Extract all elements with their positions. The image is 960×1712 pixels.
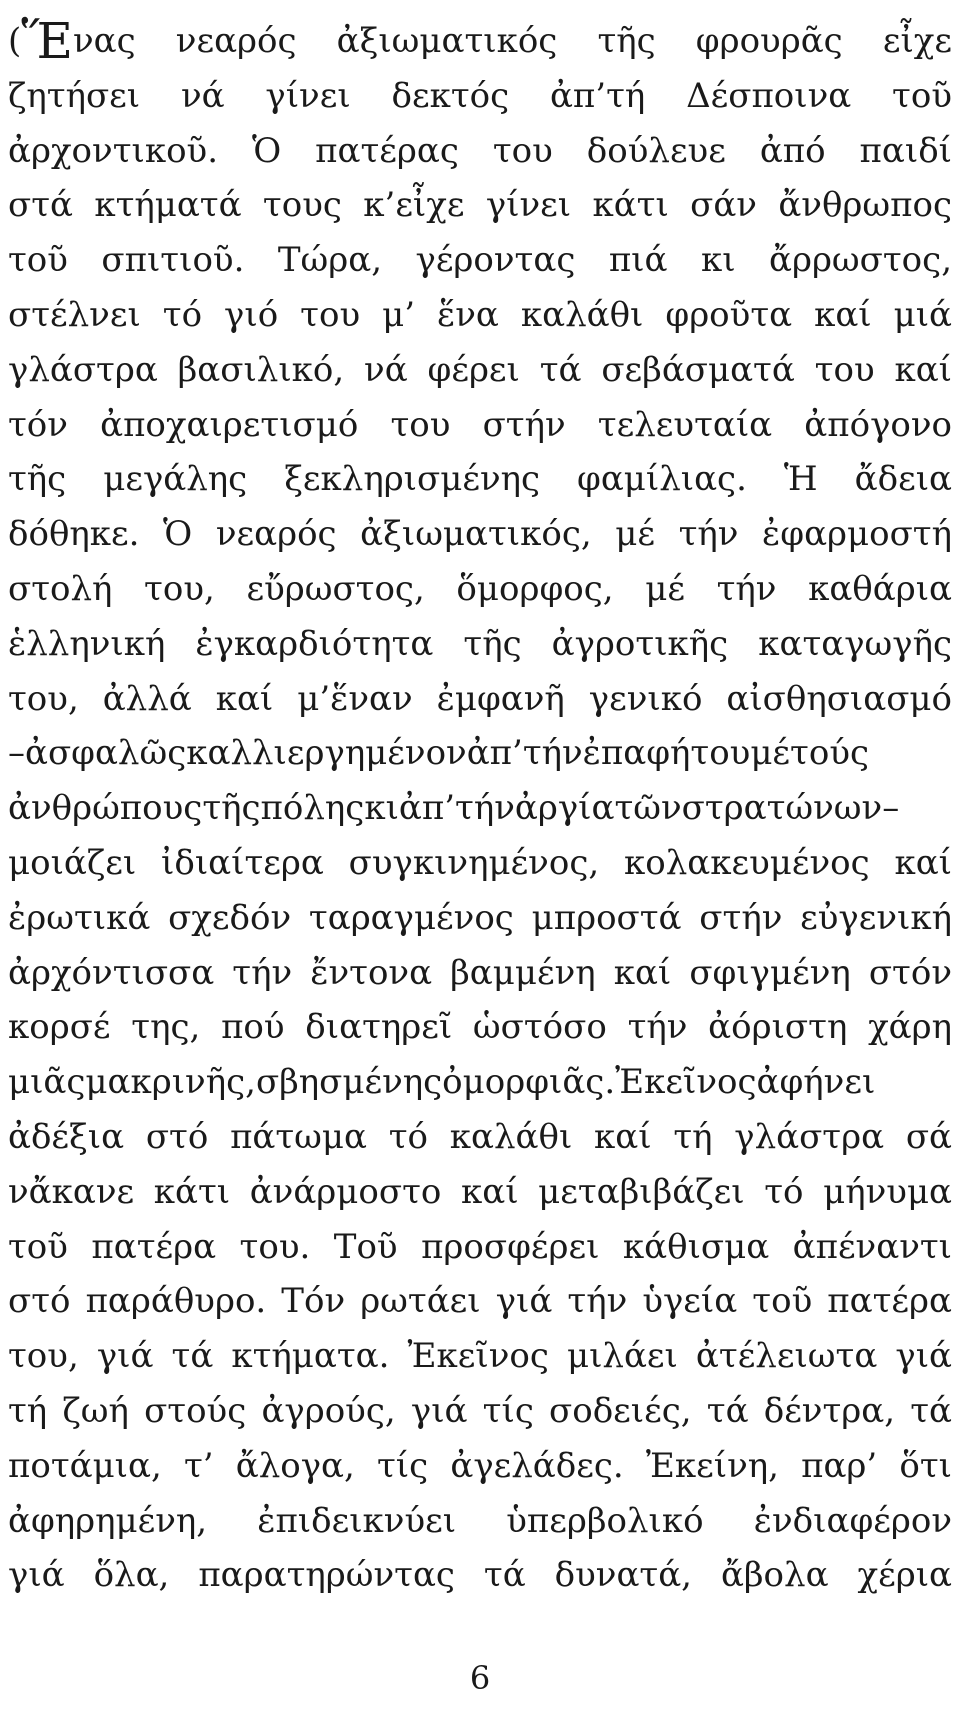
text-line: τῆς μεγάλης ξεκληρισμένης φαμίλιας. Ἡ ἄδεια [8,459,952,500]
text-line: ἀδέξια στό πάτωμα τό καλάθι καί τή γλάστρα σά [8,1116,952,1157]
text-line: ἑλληνική ἐγκαρδιότητα τῆς ἀγροτικῆς καταγωγῆς [8,623,952,664]
text-line: –ἀσφαλῶςκαλλιεργημένονἀπ’τήνἐπαφήτουμέτούς [8,733,870,774]
text-line: ἀρχόντισσα τήν ἔντονα βαμμένη καί σφιγμένη στόν [8,952,952,993]
text-line: του, ἀλλά καί μ’ἕναν ἐμφανῆ γενικό αἰσθησιασμό [8,678,952,719]
text-line: ἀφηρημένη, ἐπιδεικνύει ὑπερβολικό ἐνδιαφέρον [8,1500,952,1541]
page-number: 6 [469,1659,491,1697]
text-line: τοῦ σπιτιοῦ. Τώρα, γέροντας πιά κι ἄρρωστος, [8,240,952,281]
text-line: τόν ἀποχαιρετισμό του στήν τελευταία ἀπόγονο [8,404,952,445]
text-line: ποτάμια, τ’ ἄλογα, τίς ἀγελάδες. Ἐκείνη, παρ’ ὅτι [8,1445,952,1486]
body-text [8,14,952,1603]
text-line: τή ζωή στούς ἀγρούς, γιά τίς σοδειές, τά δέντρα, τά [8,1390,952,1431]
text-line: στό παράθυρο. Τόν ρωτάει γιά τήν ὑγεία τοῦ πατέρα [8,1281,952,1322]
text-line: τοῦ πατέρα του. Τοῦ προσφέρει κάθισμα ἀπέναντι [8,1226,952,1267]
text-line: στολή του, εὔρωστος, ὅμορφος, μέ τήν καθάρια [8,568,952,609]
text-line: κορσέ της, πού διατηρεῖ ὡστόσο τήν ἀόριστη χάρη [8,1007,952,1048]
text-line: ἀρχοντικοῦ. Ὁ πατέρας του δούλευε ἀπό παιδί [8,130,952,171]
open-parenthesis: ( [8,21,22,61]
text-line: ζητήσει νά γίνει δεκτός ἀπ’τή Δέσποινα τοῦ [8,75,952,116]
first-line-text: νας νεαρός ἀξιωματικός τῆς φρουρᾶς εἶχε [73,21,952,61]
text-line: μιᾶςμακρινῆς,σβησμένηςὀμορφιᾶς.Ἐκεῖνοςἀφήνει [8,1062,876,1103]
text-line: ἐρωτικά σχεδόν ταραγμένος μπροστά στήν εὐγενική [8,897,952,938]
text-line: δόθηκε. Ὁ νεαρός ἀξιωματικός, μέ τήν ἐφαρμοστή [8,514,952,555]
text-line [8,14,952,69]
text-line: γιά ὅλα, παρατηρώντας τά δυνατά, ἄβολα χέρια [8,1555,952,1596]
text-line: στέλνει τό γιό του μ’ ἕνα καλάθι φροῦτα καί μιά [8,294,952,335]
drop-cap: Ἕ [21,12,73,70]
text-line: νἄκανε κάτι ἀνάρμοστο καί μεταβιβάζει τό μήνυμα [8,1171,952,1212]
text-line: γλάστρα βασιλικό, νά φέρει τά σεβάσματά του καί [8,349,952,390]
text-line: στά κτήματά τους κ’εἶχε γίνει κάτι σάν ἄνθρωπος [8,185,952,226]
text-line: ἀνθρώπουςτῆςπόληςκιἀπ’τήνἀργίατῶνστρατώνων– [8,788,900,829]
text-line: μοιάζει ἰδιαίτερα συγκινημένος, κολακευμένος καί [8,842,952,883]
text-line: του, γιά τά κτήματα. Ἐκεῖνος μιλάει ἀτέλειωτα γιά [8,1336,952,1377]
